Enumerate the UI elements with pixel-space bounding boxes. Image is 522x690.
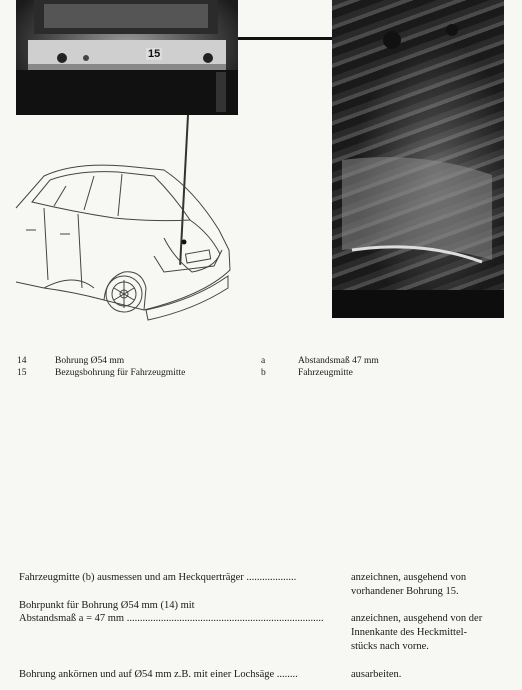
step2-result-cont2: stücks nach vorne.: [351, 641, 429, 652]
rear-crossmember-drawing: [16, 0, 238, 115]
leader-line-horizontal: [238, 37, 332, 40]
step2-action-line2: Abstandsmaß a = 47 mm ...........................................................................: [19, 613, 324, 624]
legend-key: a: [261, 356, 266, 366]
step1-result: anzeichnen, ausgehend von: [351, 572, 467, 583]
legend-key: b: [261, 368, 266, 378]
step2-result-cont: Innenkante des Heckmittel-: [351, 627, 468, 638]
step3-result: ausarbeiten.: [351, 669, 402, 680]
bore-closeup-photo: [332, 0, 504, 318]
legend-value: Fahrzeugmitte: [298, 368, 353, 378]
step2-result: anzeichnen, ausgehend von der: [351, 613, 483, 624]
step3-action: Bohrung ankörnen und auf Ø54 mm z.B. mit einer Lochsäge ........: [19, 669, 298, 680]
step2-action-line1: Bohrpunkt für Bohrung Ø54 mm (14) mit: [19, 600, 195, 611]
rear-crossmember-photo: [16, 0, 238, 115]
step1-action: Fahrzeugmitte (b) ausmessen und am Heckquerträger ...................: [19, 572, 297, 583]
bore-closeup-drawing: [332, 0, 504, 318]
legend-number: 15: [17, 368, 27, 378]
legend-value: Abstandsmaß 47 mm: [298, 356, 379, 366]
legend-text: Bohrung Ø54 mm: [55, 356, 125, 366]
car-line-drawing: [14, 160, 239, 335]
legend-text: Bezugsbohrung für Fahrzeugmitte: [55, 368, 186, 378]
legend-number: 14: [17, 356, 27, 366]
step1-result-cont: vorhandener Bohrung 15.: [351, 586, 459, 597]
callout-bore-15: 15: [148, 48, 161, 60]
